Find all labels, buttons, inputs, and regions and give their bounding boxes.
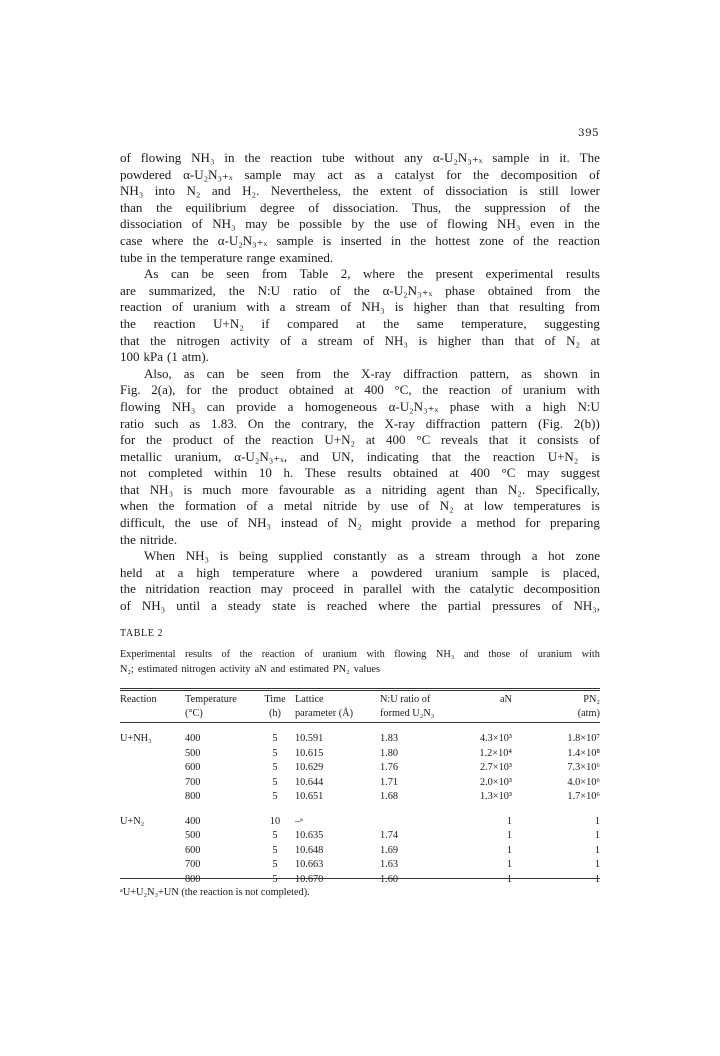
- body-line: NH₃ into N₂ and H₂. Nevertheless, the extent of dissociation is still lower: [120, 183, 600, 199]
- reaction-label: U+NH₃: [120, 733, 152, 744]
- table-caption: [120, 648, 600, 677]
- table-cell: 10.644: [295, 776, 324, 788]
- body-line: ratio such as 1.83. On the contrary, the X-ray diffraction pattern (Fig. 2(b)): [120, 415, 600, 431]
- column-header: PN₂: [583, 694, 600, 705]
- table-cell: 1: [594, 815, 600, 827]
- body-line: Fig. 2(a), for the product obtained at 400 °C, the reaction of uranium with: [120, 382, 600, 398]
- body-line: metallic uranium, α-U₂N₃₊ₓ, and UN, indicating that the reaction U+N₂ is: [120, 448, 600, 464]
- body-line: 100 kPa (1 atm).: [120, 349, 209, 365]
- table-footnote: ᵃU+U₂N₃+UN (the reaction is not completed).: [120, 887, 310, 898]
- table-cell: 5: [272, 762, 278, 773]
- body-line: that the nitrogen activity of a stream of NH₃ is higher than that of N₂ at: [120, 332, 600, 348]
- column-header-unit: (°C): [185, 708, 203, 719]
- table-cell: 10.615: [295, 747, 324, 759]
- column-header-unit: formed U₂N₃: [380, 708, 435, 719]
- table-cell: 5: [272, 830, 278, 841]
- table-label: TABLE 2: [120, 628, 164, 639]
- table-cell: 1.3×10³: [479, 791, 512, 802]
- body-line: the nitride.: [120, 531, 178, 547]
- table-cell: 10.648: [295, 844, 324, 856]
- column-header-unit: (atm): [577, 708, 600, 719]
- table-cell: 10.651: [295, 791, 324, 802]
- page-number: 395: [578, 127, 599, 139]
- table-cell: 1: [506, 830, 512, 841]
- table-cell: 5: [272, 859, 278, 870]
- table-cell: 5: [272, 776, 278, 788]
- reaction-label: U+N₂: [120, 815, 145, 827]
- table-cell: 7.3×10⁶: [567, 762, 600, 773]
- table-cell: 4.3×10³: [479, 733, 512, 744]
- table-cell: 1.2×10⁴: [479, 747, 512, 759]
- table-top-rule: [120, 688, 600, 689]
- table-cell: 1.69: [380, 844, 399, 856]
- body-line: of flowing NH₃ in the reaction tube without any α-U₂N₃₊ₓ sample in it. The: [120, 150, 600, 165]
- table-cell: –ᵃ: [295, 815, 303, 827]
- table-cell: 500: [185, 747, 201, 759]
- body-line: flowing NH₃ can provide a homogeneous α-U₂N₃₊ₓ phase with a high N:U: [120, 398, 600, 414]
- table-cell: 1.4×10⁸: [567, 747, 600, 759]
- table-cell: 1.74: [380, 830, 399, 841]
- table-cell: 1: [594, 873, 600, 885]
- column-header: Time: [264, 694, 286, 705]
- body-line: the nitridation reaction may proceed in parallel with the catalytic decomposition: [120, 581, 600, 597]
- table-cell: 1.83: [380, 733, 399, 744]
- table-cell: 5: [272, 873, 278, 885]
- body-line: dissociation of NH₃ may be possible by the use of flowing NH₃ even in the: [120, 216, 600, 232]
- table-cell: 1.80: [380, 747, 399, 759]
- column-header: Temperature: [185, 694, 237, 705]
- table-cell: 10: [269, 815, 281, 827]
- table-cell: 600: [185, 762, 201, 773]
- body-line: than the equilibrium degree of dissociation. Thus, the suppression of the: [120, 199, 600, 215]
- table-cell: 1: [506, 873, 512, 885]
- caption-line: N₂; estimated nitrogen activity aN and estimated PN₂ values: [120, 663, 381, 675]
- table-cell: 10.670: [295, 873, 324, 885]
- body-text: [120, 150, 600, 615]
- table-cell: 2.0×10³: [479, 776, 512, 788]
- column-header-unit: parameter (Å): [295, 708, 354, 719]
- column-header: N:U ratio of: [380, 694, 431, 705]
- table-top-rule-2: [120, 690, 600, 691]
- body-line: that NH₃ is much more favourable as a nitriding agent than N₂. Specifically,: [120, 481, 600, 497]
- body-line: the reaction U+N₂ if compared at the same temperature, suggesting: [120, 315, 600, 331]
- table-cell: 1.8×10⁷: [567, 733, 600, 744]
- table-cell: 700: [185, 859, 201, 870]
- table-cell: 10.635: [295, 830, 324, 841]
- body-line: As can be seen from Table 2, where the present experimental results: [144, 266, 600, 282]
- table-cell: 1.63: [380, 859, 399, 870]
- body-line: Also, as can be seen from the X-ray diffraction pattern, as shown in: [144, 365, 600, 381]
- table-cell: 4.0×10⁶: [567, 776, 600, 788]
- table-cell: 1.76: [380, 762, 399, 773]
- table-header-rule: [120, 722, 600, 723]
- body-line: When NH₃ is being supplied constantly as a stream through a hot zone: [144, 548, 600, 564]
- table-cell: 1: [594, 844, 600, 856]
- table-cell: 1: [506, 844, 512, 856]
- table-cell: 1: [594, 830, 600, 841]
- table-cell: 1.68: [380, 791, 399, 802]
- column-header: aN: [499, 694, 512, 705]
- body-line: powdered α-U₂N₃₊ₓ sample may act as a catalyst for the decomposition of: [120, 166, 600, 182]
- body-line: difficult, the use of NH₃ instead of N₂ might provide a method for preparing: [120, 515, 600, 531]
- table-cell: 10.629: [295, 762, 324, 773]
- table-cell: 800: [185, 791, 201, 802]
- table-cell: 700: [185, 776, 201, 788]
- column-header: Reaction: [120, 694, 157, 705]
- table-cell: 10.663: [295, 859, 324, 870]
- column-header: Lattice: [295, 694, 324, 705]
- table-cell: 1: [506, 859, 512, 870]
- table-cell: 1.60: [380, 873, 399, 885]
- table-cell: 10.591: [295, 733, 324, 744]
- body-line: tube in the temperature range examined.: [120, 249, 334, 265]
- table-bottom-rule: [120, 878, 600, 879]
- table-cell: 2.7×10³: [479, 762, 512, 773]
- table-cell: 1.7×10⁶: [567, 791, 600, 802]
- body-line: are summarized, the N:U ratio of the α-U₂N₃₊ₓ phase obtained from the: [120, 282, 600, 298]
- table-cell: 5: [272, 791, 278, 802]
- table-cell: 5: [272, 733, 278, 744]
- body-line: for the product of the reaction U+N₂ at 400 °C reveals that it consists of: [120, 432, 600, 448]
- table-cell: 400: [185, 815, 201, 827]
- table-cell: 5: [272, 844, 278, 856]
- caption-line: Experimental results of the reaction of uranium with flowing NH₃ and those of uranium with: [120, 649, 600, 660]
- body-line: case where the α-U₂N₃₊ₓ sample is inserted in the hottest zone of the reaction: [120, 232, 600, 248]
- body-line: reaction of uranium with a stream of NH₃ is higher than that resulting from: [120, 299, 600, 315]
- table-cell: 5: [272, 747, 278, 759]
- body-line: not completed within 10 h. These results obtained at 400 °C may suggest: [120, 465, 600, 481]
- body-line: held at a high temperature where a powdered uranium sample is placed,: [120, 564, 600, 580]
- table-cell: 1: [506, 815, 512, 827]
- table-cell: 600: [185, 844, 201, 856]
- body-line: when the formation of a metal nitride by use of N₂ at low temperatures is: [120, 498, 600, 514]
- table-cell: 800: [185, 873, 201, 885]
- body-line: of NH₃ until a steady state is reached where the partial pressures of NH₃,: [120, 598, 600, 614]
- table-cell: 1.71: [380, 776, 399, 788]
- column-header-unit: (h): [268, 708, 281, 719]
- table-cell: 500: [185, 830, 201, 841]
- table-cell: 400: [185, 733, 201, 744]
- table-cell: 1: [594, 859, 600, 870]
